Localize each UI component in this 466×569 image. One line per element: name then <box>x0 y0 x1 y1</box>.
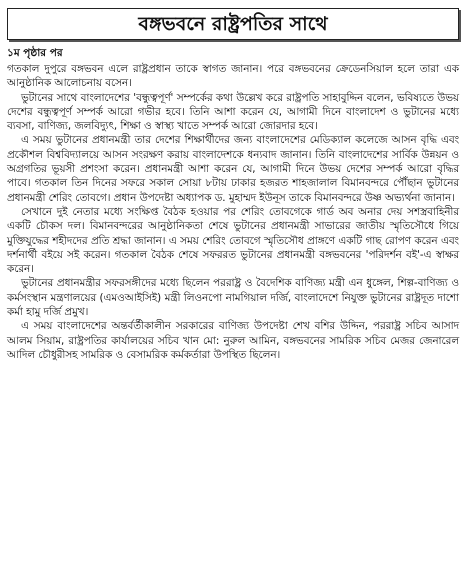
headline-box <box>7 8 459 40</box>
article-paragraph: সেখানে দুই নেতার মধ্যে সংক্ষিপ্ত বৈঠক হওয়ার পর শেরিং তোবগেকে গার্ড অব অনার দেয় সশস্ত্রবাহিনীর একটি চৌকস দল। বিমানবন্দরের আনুষ্ঠানিকতা শেষে ভুটানের প্রধানমন্ত্রী সাভারের জাতীয় স্মৃতিসৌধে গিয়ে মুক্তিযুদ্ধের শহীদদের প্রতি শ্রদ্ধা জানান। এ সময় শেরিং তোবগে স্মৃতিসৌধ প্রাঙ্গণে একটি গাছ রোপণ করেন এবং দর্শনার্থী বইয়ে সই করেন। গতকাল বৈঠক শেষে সফররত ভুটানের প্রধানমন্ত্রী বঙ্গভবনের 'পরিদর্শন বই'-এ স্বাক্ষর করেন। <box>7 205 459 276</box>
article-paragraph: এ সময় ভুটানের প্রধানমন্ত্রী তার দেশের শিক্ষার্থীদের জন্য বাংলাদেশের মেডিক্যাল কলেজে আসন বৃদ্ধি এবং প্রকৌশল বিশ্ববিদ্যালয়ে আসন সংরক্ষণ করায় বাংলাদেশকে ধন্যবাদ জানান। তিনি বাংলাদেশের সার্বিক উন্নয়ন ও অগ্রগতির ভূয়সী প্রশংসা করেন। প্রধানমন্ত্রী আশা করেন যে, আগামী দিনে উভয় দেশের সম্পর্ক আরো বৃদ্ধির পাবে। গতকাল তিন দিনের সফরে সকাল সোয়া ৮টায় ঢাকার হজরত শাহজালাল বিমানবন্দরে পৌঁছান ভুটানের প্রধানমন্ত্রী শেরিং তোবগে। প্রধান উপদেষ্টা অধ্যাপক ড. মুহাম্মদ ইউনূস তাকে বিমানবন্দরে উষ্ণ অভ্যর্থনা জানান। <box>7 134 459 204</box>
article-paragraph: গতকাল দুপুরে বঙ্গভবন এলে রাষ্ট্রপ্রধান তাকে স্বাগত জানান। পরে বঙ্গভবনের ক্রেডেনসিয়াল হলে তারা এক আনুষ্ঠানিক আলোচনায় বসেন। <box>7 63 459 90</box>
article-body <box>7 62 459 362</box>
article-paragraph: ভুটানের প্রধানমন্ত্রীর সফরসঙ্গীদের মধ্যে ছিলেন পররাষ্ট্র ও বৈদেশিক বাণিজ্য মন্ত্রী এন ধুঙ্গেল, শিল্প-বাণিজ্য ও কর্মসংস্থান মন্ত্রণালয়ের (এমওআইসিই) মন্ত্রী লিওনপো নামগিয়াল দর্জি, বাংলাদেশে নিযুক্ত ভুটানের রাষ্ট্রদূত দাশো কর্মা হামু দর্জি প্রমুখ। <box>7 277 459 319</box>
article-paragraph: ভুটানের সাথে বাংলাদেশের 'বন্ধুত্বপূর্ণ' সম্পর্কের কথা উল্লেখ করে রাষ্ট্রপতি সাহাবুদ্দিন বলেন, ভবিষ্যতে উভয় দেশের বন্ধুত্বপূর্ণ সম্পর্ক আরো গভীর হবে। তিনি আশা করেন যে, আগামী দিনে বাংলাদেশ ও ভুটানের মধ্যে ব্যবসা, বাণিজ্য, জলবিদ্যুৎ, শিক্ষা ও স্বাস্থ্য খাতে সম্পর্ক আরো জোরদার হবে। <box>7 91 459 133</box>
article-paragraph: এ সময় বাংলাদেশের অন্তর্বর্তীকালীন সরকারের বাণিজ্য উপদেষ্টা শেখ বশির উদ্দিন, পররাষ্ট্র সচিব আসাদ আলম সিয়াম, রাষ্ট্রপতির কার্যালয়ের সচিব খান মো: নুরুল আমিন, বঙ্গভবনের সামরিক সচিব মেজর জেনারেল আদিল চৌধুরীসহ সামরিক ও বেসামরিক কর্মকর্তারা উপস্থিত ছিলেন। <box>7 320 459 361</box>
continued-from-label: ১ম পৃষ্ঠার পর <box>7 47 63 59</box>
article-headline: বঙ্গভবনে রাষ্ট্রপতির সাথে <box>138 13 328 35</box>
